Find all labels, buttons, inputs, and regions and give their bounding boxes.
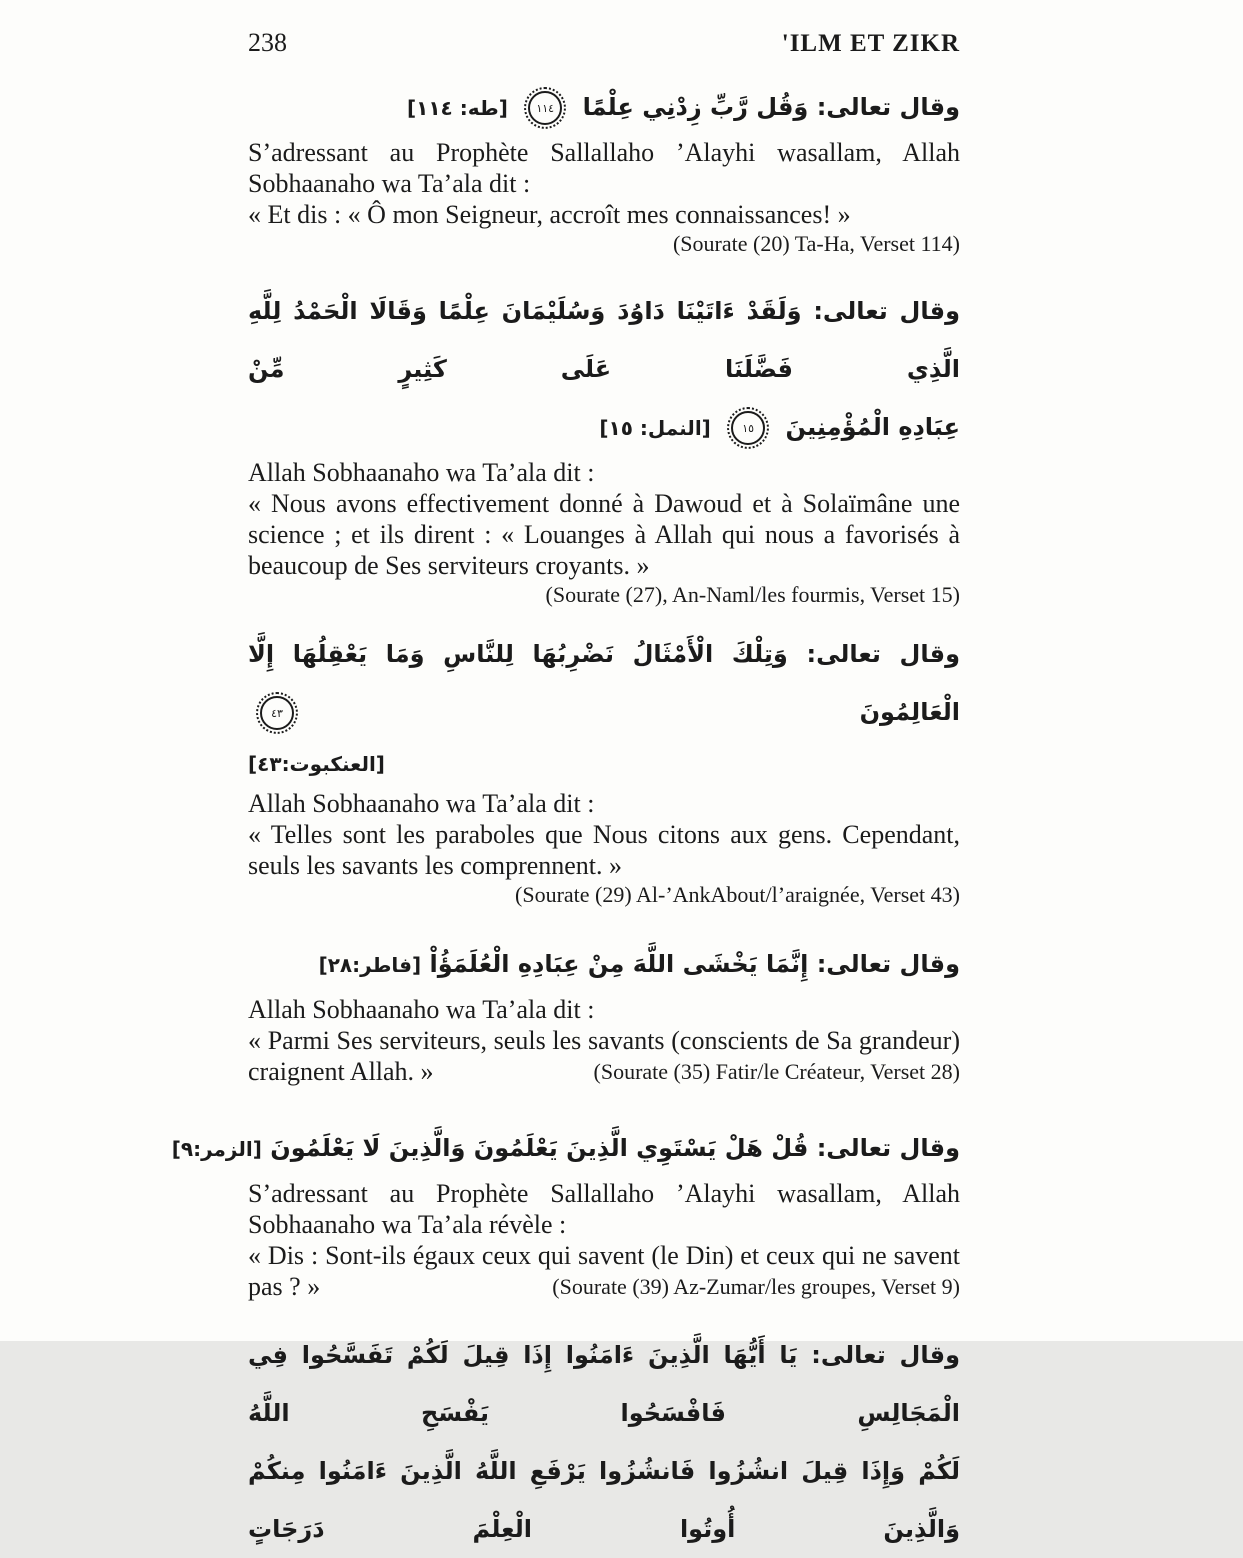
ayah-end-marker bbox=[260, 696, 294, 730]
verse-intro: وقال تعالى: bbox=[806, 640, 961, 668]
page-number: 238 bbox=[248, 28, 287, 57]
verse-intro: وقال تعالى: bbox=[816, 950, 960, 978]
section-azzumar-9 bbox=[171, 1119, 960, 1302]
verse-intro: وقال تعالى: bbox=[816, 93, 960, 121]
page-header bbox=[248, 28, 960, 57]
ayah-end-marker bbox=[731, 411, 765, 445]
verse-reference: [طه: ١١٤] bbox=[407, 96, 508, 120]
quote-text: « Parmi Ses serviteurs, seuls les savants (conscients de Sa grandeur) craignent Allah. » bbox=[248, 1026, 960, 1086]
verse-text: إِنَّمَا يَخْشَى اللَّهَ مِنْ عِبَادِهِ الْعُلَمَؤُاْ bbox=[429, 950, 809, 978]
quote-text: « Dis : Sont-ils égaux ceux qui savent (le Din) et ceux qui ne savent pas ? » bbox=[248, 1241, 960, 1301]
ayah-number: ١١٤ bbox=[536, 101, 555, 115]
arabic-verse-line bbox=[248, 78, 960, 137]
arabic-verse-line bbox=[248, 398, 960, 457]
ayah-number: ١٥ bbox=[742, 421, 755, 435]
section-annaml-15 bbox=[248, 282, 960, 611]
source-citation: (Sourate (29) Al-’AnkAbout/l’araignée, Verset 43) bbox=[515, 882, 960, 907]
arabic-verse-line bbox=[248, 1442, 960, 1558]
verse-intro: وقال تعالى: bbox=[816, 1134, 960, 1162]
arabic-reference-line bbox=[248, 741, 960, 788]
verse-reference: [النمل: ١٥] bbox=[599, 416, 711, 440]
verse-text: قُلْ هَلْ يَسْتَوِي الَّذِينَ يَعْلَمُونَ وَالَّذِينَ لَا يَعْلَمُونَ bbox=[270, 1134, 809, 1162]
source-citation: (Sourate (20) Ta-Ha, Verset 114) bbox=[672, 231, 960, 256]
source-line bbox=[248, 881, 960, 911]
section-ankabout-43 bbox=[248, 625, 960, 911]
verse-text: لَكُمْ وَإِذَا قِيلَ انشُزُوا فَانشُزُوا يَرْفَعِ اللَّهُ الَّذِينَ ءَامَنُوا مِنكُمْ وَالَّذِينَ أُوتُوا الْعِلْمَ دَرَجَاتٍ bbox=[248, 1457, 960, 1543]
source-line bbox=[248, 230, 960, 260]
running-title: 'ILM ET ZIKR bbox=[781, 30, 960, 57]
french-intro: S’adressant au Prophète Sallallaho ’Alayhi wasallam, Allah Sobhaanaho wa Ta’ala révèle : bbox=[248, 1179, 960, 1239]
ayah-end-marker bbox=[528, 91, 562, 125]
french-intro: Allah Sobhaanaho wa Ta’ala dit : bbox=[248, 995, 595, 1024]
source-citation: (Sourate (27), An-Naml/les fourmis, Verset 15) bbox=[545, 582, 960, 607]
section-mujadila-11 bbox=[248, 1326, 960, 1558]
source-line bbox=[248, 581, 960, 611]
section-fatir-28 bbox=[248, 935, 960, 1087]
arabic-verse-line bbox=[248, 282, 960, 398]
french-intro: Allah Sobhaanaho wa Ta’ala dit : bbox=[248, 789, 595, 818]
french-quote: « Telles sont les paraboles que Nous citons aux gens. Cependant, seuls les savants les comprennent. » bbox=[248, 820, 960, 880]
french-quote bbox=[248, 1025, 960, 1087]
verse-reference: [فاطر:٢٨] bbox=[318, 953, 422, 977]
arabic-verse-line bbox=[248, 935, 960, 994]
verse-reference: [العنكبوت:٤٣] bbox=[248, 752, 385, 776]
arabic-verse-line bbox=[171, 1119, 960, 1178]
verse-intro: وقال تعالى: bbox=[813, 297, 960, 325]
french-quote: « Et dis : « Ô mon Seigneur, accroît mes connaissances! » bbox=[248, 200, 851, 229]
verse-text: يَا أَيُّهَا الَّذِينَ ءَامَنُوا إِذَا قِيلَ لَكُمْ تَفَسَّحُوا فِي الْمَجَالِسِ فَافْسَحُوا يَفْسَحِ اللَّهُ bbox=[248, 1341, 960, 1427]
arabic-verse-line bbox=[248, 625, 960, 741]
source-citation: (Sourate (39) Az-Zumar/les groupes, Verset 9) bbox=[552, 1274, 960, 1299]
ayah-number: ٤٣ bbox=[271, 706, 283, 720]
verse-reference: [الزمر:٩] bbox=[171, 1137, 262, 1161]
french-intro: S’adressant au Prophète Sallallaho ’Alayhi wasallam, Allah Sobhaanaho wa Ta’ala dit : bbox=[248, 138, 960, 198]
verse-text: وَلَقَدْ ءَاتَيْنَا دَاوُدَ وَسُلَيْمَانَ عِلْمًا وَقَالَا الْحَمْدُ لِلَّهِ الَّذِي فَضَّلَنَا عَلَى كَثِيرٍ مِّنْ bbox=[248, 297, 960, 383]
source-citation: (Sourate (35) Fatir/le Créateur, Verset 28) bbox=[593, 1059, 960, 1084]
verse-text: وَقُل رَّبِّ زِدْنِي عِلْمًا bbox=[582, 93, 809, 121]
arabic-verse-line bbox=[248, 1326, 960, 1442]
section-taha-114 bbox=[248, 78, 960, 260]
french-quote: « Nous avons effectivement donné à Dawoud et à Solaïmâne une science ; et ils dirent : « Louanges à Allah qui nous a favorisés à beaucoup de Ses serviteurs croyants. » bbox=[248, 489, 960, 580]
verse-intro: وقال تعالى: bbox=[811, 1341, 960, 1369]
verse-text: عِبَادِهِ الْمُؤْمِنِينَ bbox=[785, 413, 960, 441]
french-quote bbox=[248, 1240, 960, 1302]
verse-text: وَتِلْكَ الْأَمْثَالُ نَضْرِبُهَا لِلنَّاسِ وَمَا يَعْقِلُهَا إِلَّا الْعَالِمُونَ bbox=[248, 640, 960, 726]
french-intro: Allah Sobhaanaho wa Ta’ala dit : bbox=[248, 458, 595, 487]
